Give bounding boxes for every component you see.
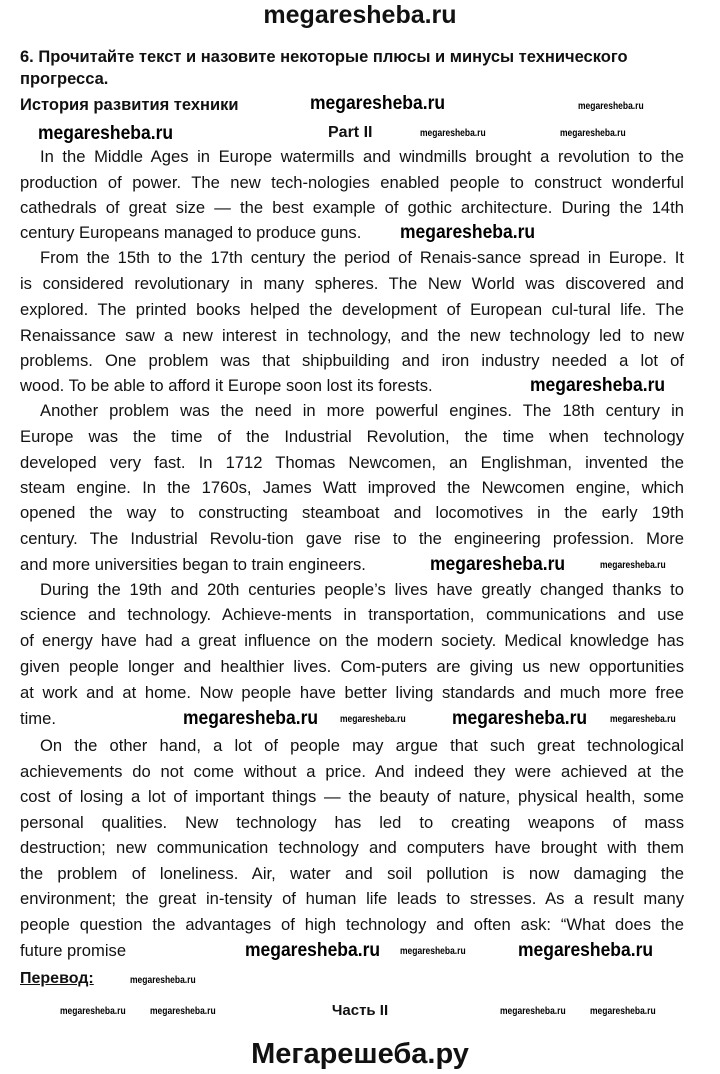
watermark: megaresheba.ru xyxy=(500,1006,566,1017)
watermark: megaresheba.ru xyxy=(400,222,536,243)
text-line: the problem of loneliness. Air, water and soil pollution is now damaging the xyxy=(20,864,684,883)
task-instruction: 6. Прочитайте текст и назовите некоторые плюсы и минусы технического прогресса. xyxy=(20,48,628,88)
text-line: Renaissance saw a new interest in technology, and the new technology led to new xyxy=(20,326,684,345)
text-line: future promise xyxy=(20,941,127,960)
watermark: megaresheba.ru xyxy=(530,375,666,396)
text-line: century. The Industrial Revolu-tion gave rise to the engineering profession. More xyxy=(20,529,684,548)
watermark: megaresheba.ru xyxy=(130,975,196,986)
watermark: megaresheba.ru xyxy=(518,940,654,961)
text-line: people question the advantages of high technology and often ask: “What does the xyxy=(20,915,684,934)
text-line: given people longer and healthier lives. Com-puters are giving us new opportunities xyxy=(20,657,684,676)
text-line: destruction; new communication technology and computers have brought with them xyxy=(20,838,684,857)
watermark: megaresheba.ru xyxy=(420,128,486,139)
text-line: science and technology. Achieve-ments in transportation, communications and use xyxy=(20,605,684,624)
watermark: megaresheba.ru xyxy=(590,1006,656,1017)
watermark: megaresheba.ru xyxy=(38,123,174,144)
text-line: steam engine. In the 1760s, James Watt improved the Newcomen engine, which xyxy=(20,478,684,497)
watermark: megaresheba.ru xyxy=(600,560,666,571)
text-line: personal qualities. New technology has led to creating weapons of mass xyxy=(20,813,684,832)
text-line: developed very fast. In 1712 Thomas Newcomen, an Englishman, invented the xyxy=(20,453,684,472)
text-line: cathedrals of great size — the best example of gothic architecture. During the 14th xyxy=(20,198,684,217)
text-line: On the other hand, a lot of people may argue that such great technological xyxy=(40,736,684,755)
text-line: explored. The printed books helped the development of European cul-tural life. The xyxy=(20,300,684,319)
watermark: megaresheba.ru xyxy=(310,93,446,114)
watermark: megaresheba.ru xyxy=(578,101,644,112)
text-line: Europe was the time of the Industrial Revolution, the time when technology xyxy=(20,427,684,446)
watermark: megaresheba.ru xyxy=(340,714,406,725)
watermark: megaresheba.ru xyxy=(560,128,626,139)
site-title: megaresheba.ru xyxy=(263,1,457,29)
watermark: megaresheba.ru xyxy=(245,940,381,961)
text-line: In the Middle Ages in Europe watermills and windmills brought a revolution to the xyxy=(40,147,684,166)
text-line: production of power. The new tech-nologies enabled people to construct wonderful xyxy=(20,173,684,192)
text-line: cost of losing a lot of important things — the beauty of nature, physical health, some xyxy=(20,787,684,806)
text-line: Another problem was the need in more powerful engines. The 18th century in xyxy=(40,401,684,420)
watermark: megaresheba.ru xyxy=(150,1006,216,1017)
text-line: is considered revolutionary in many spheres. The New World was discovered and xyxy=(20,274,684,293)
watermark: megaresheba.ru xyxy=(183,708,319,729)
watermark: megaresheba.ru xyxy=(452,708,588,729)
text-heading: История развития техники xyxy=(20,96,239,114)
watermark: megaresheba.ru xyxy=(60,1006,126,1017)
translation-label: Перевод: xyxy=(20,970,94,987)
watermark: megaresheba.ru xyxy=(430,554,566,575)
text-line: of energy have had a great influence on the modern society. Medical knowledge has xyxy=(20,631,684,650)
text-line: century Europeans managed to produce guns. xyxy=(20,223,362,242)
part-label: Part II xyxy=(328,124,373,141)
text-line: During the 19th and 20th centuries people’s lives have greatly changed thanks to xyxy=(40,580,684,599)
text-line: From the 15th to the 17th century the period of Renais-sance spread in Europe. It xyxy=(40,248,684,267)
text-line: time. xyxy=(20,709,56,728)
footer-brand: Мегарешеба.ру xyxy=(251,1038,469,1070)
text-line: at work and at home. Now people have better living standards and much more free xyxy=(20,683,684,702)
watermark: megaresheba.ru xyxy=(400,946,466,957)
watermark: megaresheba.ru xyxy=(610,714,676,725)
text-line: achievements do not come without a price. And indeed they were achieved at the xyxy=(20,762,684,781)
part-label-ru: Часть II xyxy=(331,1002,389,1019)
text-line: environment; the great in-tensity of human life leads to stresses. As a result many xyxy=(20,889,684,908)
text-line: wood. To be able to afford it Europe soon lost its forests. xyxy=(20,376,433,395)
text-line: and more universities began to train engineers. xyxy=(20,555,366,574)
text-line: opened the way to constructing steamboat and locomotives in the early 19th xyxy=(20,503,684,522)
text-line: problems. One problem was that shipbuilding and iron industry needed a lot of xyxy=(20,351,684,370)
